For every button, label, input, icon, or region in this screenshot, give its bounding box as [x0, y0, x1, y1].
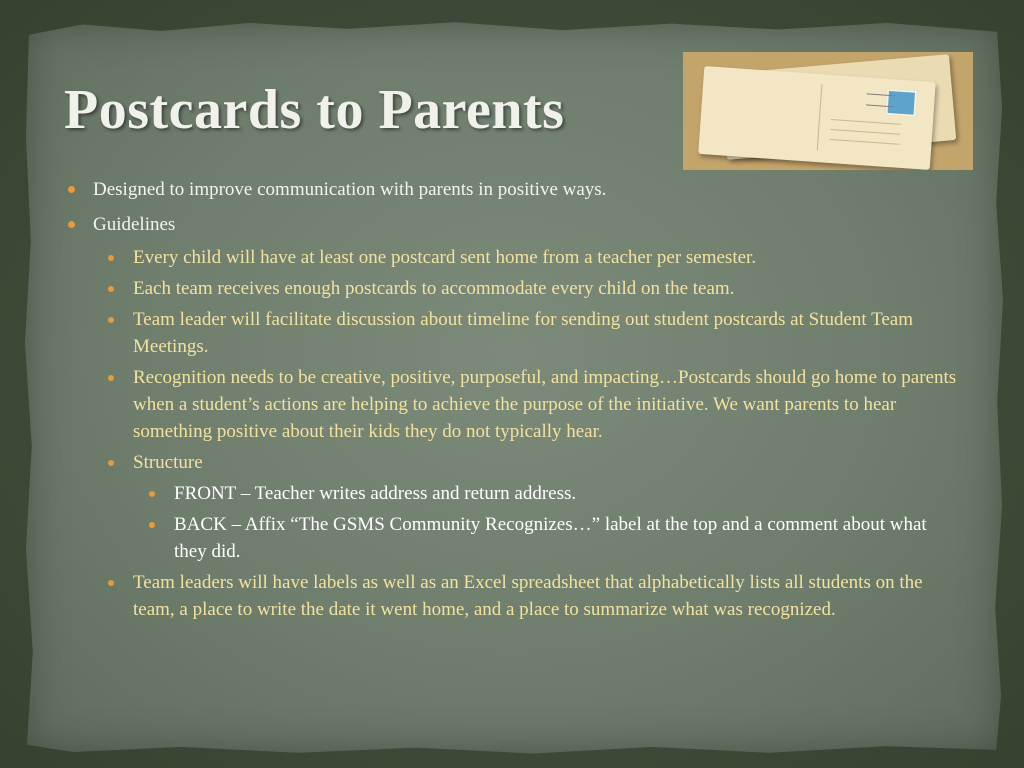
list-item — [60, 176, 960, 203]
list-item — [60, 480, 960, 507]
list-item — [60, 275, 960, 302]
bullet-icon — [108, 255, 114, 261]
sub-bullet-list — [60, 244, 960, 623]
list-item — [60, 511, 960, 565]
postmark-icon — [866, 93, 895, 107]
bullet-text: Structure — [133, 452, 203, 473]
bullet-icon — [68, 186, 75, 193]
bullet-text: Each team receives enough postcards to accommodate every child on the team. — [133, 278, 735, 299]
list-item — [60, 211, 960, 623]
bullet-icon — [108, 317, 114, 323]
slide-title: Postcards to Parents — [64, 79, 565, 141]
bullet-text: BACK – Affix “The GSMS Community Recognizes…” label at the top and a comment about what they did. — [174, 514, 927, 562]
bullet-icon — [108, 460, 114, 466]
list-item — [60, 244, 960, 271]
bullet-text: Recognition needs to be creative, positive, purposeful, and impacting…Postcards should go home to parents when a student’s actions are helping to achieve the purpose of the initiative. We want parents to hear something positive about their kids they do not typically hear. — [133, 367, 957, 442]
bullet-text: Designed to improve communication with parents in positive ways. — [93, 179, 607, 200]
list-item — [60, 364, 960, 445]
bullet-icon — [108, 375, 114, 381]
postcards-image — [683, 52, 973, 170]
bullet-icon — [149, 491, 155, 497]
list-item — [60, 449, 960, 565]
slide-body — [60, 176, 960, 631]
list-item — [60, 569, 960, 623]
bullet-list — [60, 176, 960, 623]
bullet-icon — [108, 580, 114, 586]
bullet-icon — [68, 221, 75, 228]
postcard-front-icon — [698, 66, 936, 170]
bullet-icon — [149, 522, 155, 528]
bullet-text: Team leaders will have labels as well as an Excel spreadsheet that alphabetically lists all students on the team, a place to write the date it went home, and a place to summarize what was recognized. — [133, 572, 923, 620]
bullet-text: Team leader will facilitate discussion about timeline for sending out student postcards at Student Team Meetings. — [133, 309, 914, 357]
bullet-text: FRONT – Teacher writes address and return address. — [174, 483, 577, 504]
bullet-text: Every child will have at least one postcard sent home from a teacher per semester. — [133, 247, 757, 268]
sub-sub-bullet-list — [60, 480, 960, 565]
list-item — [60, 306, 960, 360]
bullet-icon — [108, 286, 114, 292]
bullet-text: Guidelines — [93, 214, 176, 235]
